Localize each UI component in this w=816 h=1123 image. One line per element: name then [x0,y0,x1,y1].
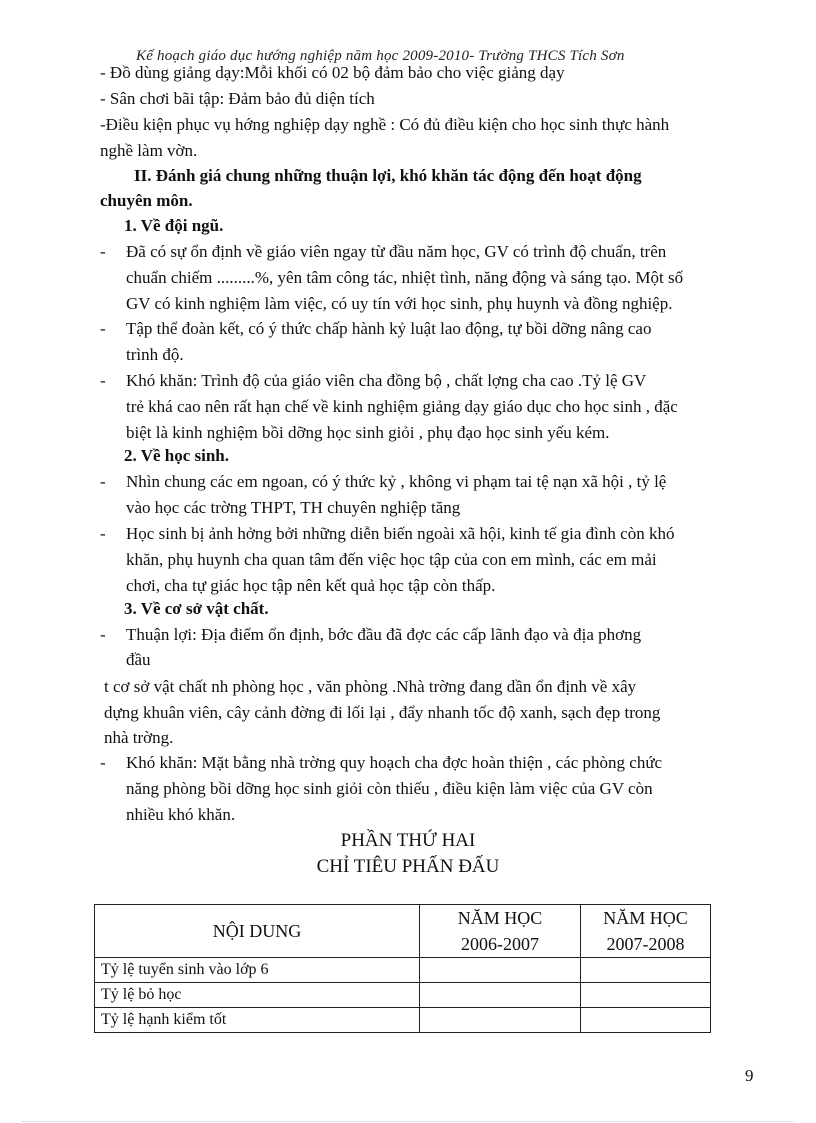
bullet-text: năng phòng bồi dỡng học sinh giỏi còn thiếu , điều kiện làm việc của GV còn [126,779,653,798]
row-label: Tỷ lệ bỏ học [95,983,420,1008]
bullet-text: chuẩn chiếm .........%, yên tâm công tác, nhiệt tình, năng động và sáng tạo. Một số [126,268,684,287]
bullet-text: trình độ. [126,345,184,364]
paragraph-line: nhà trờng. [104,728,174,747]
bullet-text: Học sinh bị ảnh hởng bởi những diễn biến ngoài xã hội, kinh tế gia đình còn khó [126,524,675,543]
table-cell [581,983,711,1008]
table-header-row [95,905,711,958]
header-year-1 [420,905,581,958]
table-cell [581,1008,711,1033]
intro-line: - Sân chơi bãi tập: Đảm bảo đủ diện tích [100,89,375,108]
table-cell [420,983,581,1008]
bullet-dash: - [100,472,106,491]
year-value: 2006-2007 [461,934,539,954]
bullet-text: Tập thể đoàn kết, có ý thức chấp hành kỷ luật lao động, tự bồi dỡng nâng cao [126,319,652,338]
year-label: NĂM HỌC [457,908,543,928]
part-subheading: CHỈ TIÊU PHẤN ĐẤU [316,856,500,877]
row-label: Tỷ lệ tuyển sinh vào lớp 6 [95,958,420,983]
bullet-text: trẻ khá cao nên rất hạn chế về kinh nghiệm giảng dạy giáo dục cho học sinh , đặc [126,397,678,416]
subsection-title: 1. Về đội ngũ. [124,216,224,235]
table-row [95,1008,711,1033]
bullet-text: nhiều khó khăn. [126,805,236,824]
year-label: NĂM HỌC [603,908,688,928]
bullet-dash: - [100,524,106,543]
bullet-text: Nhìn chung các em ngoan, có ý thức kỷ , không vi phạm tai tệ nạn xã hội , tỷ lệ [126,472,667,491]
intro-line: -Điều kiện phục vụ hớng nghiệp dạy nghề : Có đủ điều kiện cho học sinh thực hành [100,115,670,134]
bullet-text: chơi, cha tự giác học tập nên kết quả học tập còn thấp. [126,576,496,595]
bullet-dash: - [100,319,106,338]
bullet-text: vào học các trờng THPT, TH chuyên nghiệp tăng [126,498,461,517]
page-number: 9 [745,1066,754,1085]
bullet-text: đầu [126,650,151,669]
bullet-dash: - [100,242,106,261]
bullet-text: Khó khăn: Trình độ của giáo viên cha đồng bộ , chất lợng cha cao .Tỷ lệ GV [126,371,647,390]
intro-line: - Đồ dùng giảng dạy:Mỗi khối có 02 bộ đảm bảo cho việc giảng dạy [100,63,565,82]
year-value: 2007-2008 [606,934,685,954]
bullet-dash: - [100,753,106,772]
bullet-text: biệt là kinh nghiệm bồi dỡng học sinh giỏi , phụ đạo học sinh yếu kém. [126,423,610,442]
table-cell [581,958,711,983]
intro-line: nghề làm vờn. [100,141,198,160]
bullet-dash: - [100,625,106,644]
bullet-text: Thuận lợi: Địa điểm ổn định, bớc đầu đã đợc các cấp lãnh đạo và địa phơng [126,625,642,644]
section-title: chuyên môn. [100,191,193,210]
bullet-text: Khó khăn: Mặt bằng nhà trờng quy hoạch cha đợc hoàn thiện , các phòng chức [126,753,663,772]
page-header: Kế hoạch giáo dục hướng nghiệp năm học 2009-2010- Trường THCS Tích Sơn [136,48,625,64]
section-title: II. Đánh giá chung những thuận lợi, khó khăn tác động đến hoạt động [134,166,642,185]
bullet-text: khăn, phụ huynh cha quan tâm đến việc học tập của con em mình, các em mải [126,550,657,569]
subsection-title: 2. Về học sinh. [124,446,230,465]
header-year-2 [581,905,711,958]
table-row [95,958,711,983]
part-heading: PHẦN THỨ HAI [340,830,476,851]
paragraph-line: t cơ sở vật chất nh phòng học , văn phòng .Nhà trờng đang dần ổn định về xây [104,677,637,696]
bullet-text: GV có kinh nghiệm làm việc, có uy tín với học sinh, phụ huynh và đồng nghiệp. [126,294,673,313]
subsection-title: 3. Về cơ sở vật chất. [124,599,269,618]
paragraph-line: dựng khuân viên, cây cảnh đờng đi lối lại , đẩy nhanh tốc độ xanh, sạch đẹp trong [104,703,661,722]
table-cell [420,1008,581,1033]
header-content: NỘI DUNG [95,905,420,958]
table-row [95,983,711,1008]
targets-table [94,904,711,1033]
footer-divider [22,1121,794,1122]
bullet-text: Đã có sự ổn định về giáo viên ngay từ đầu năm học, GV có trình độ chuẩn, trên [126,242,667,261]
bullet-dash: - [100,371,106,390]
table-cell [420,958,581,983]
row-label: Tỷ lệ hạnh kiểm tốt [95,1008,420,1033]
